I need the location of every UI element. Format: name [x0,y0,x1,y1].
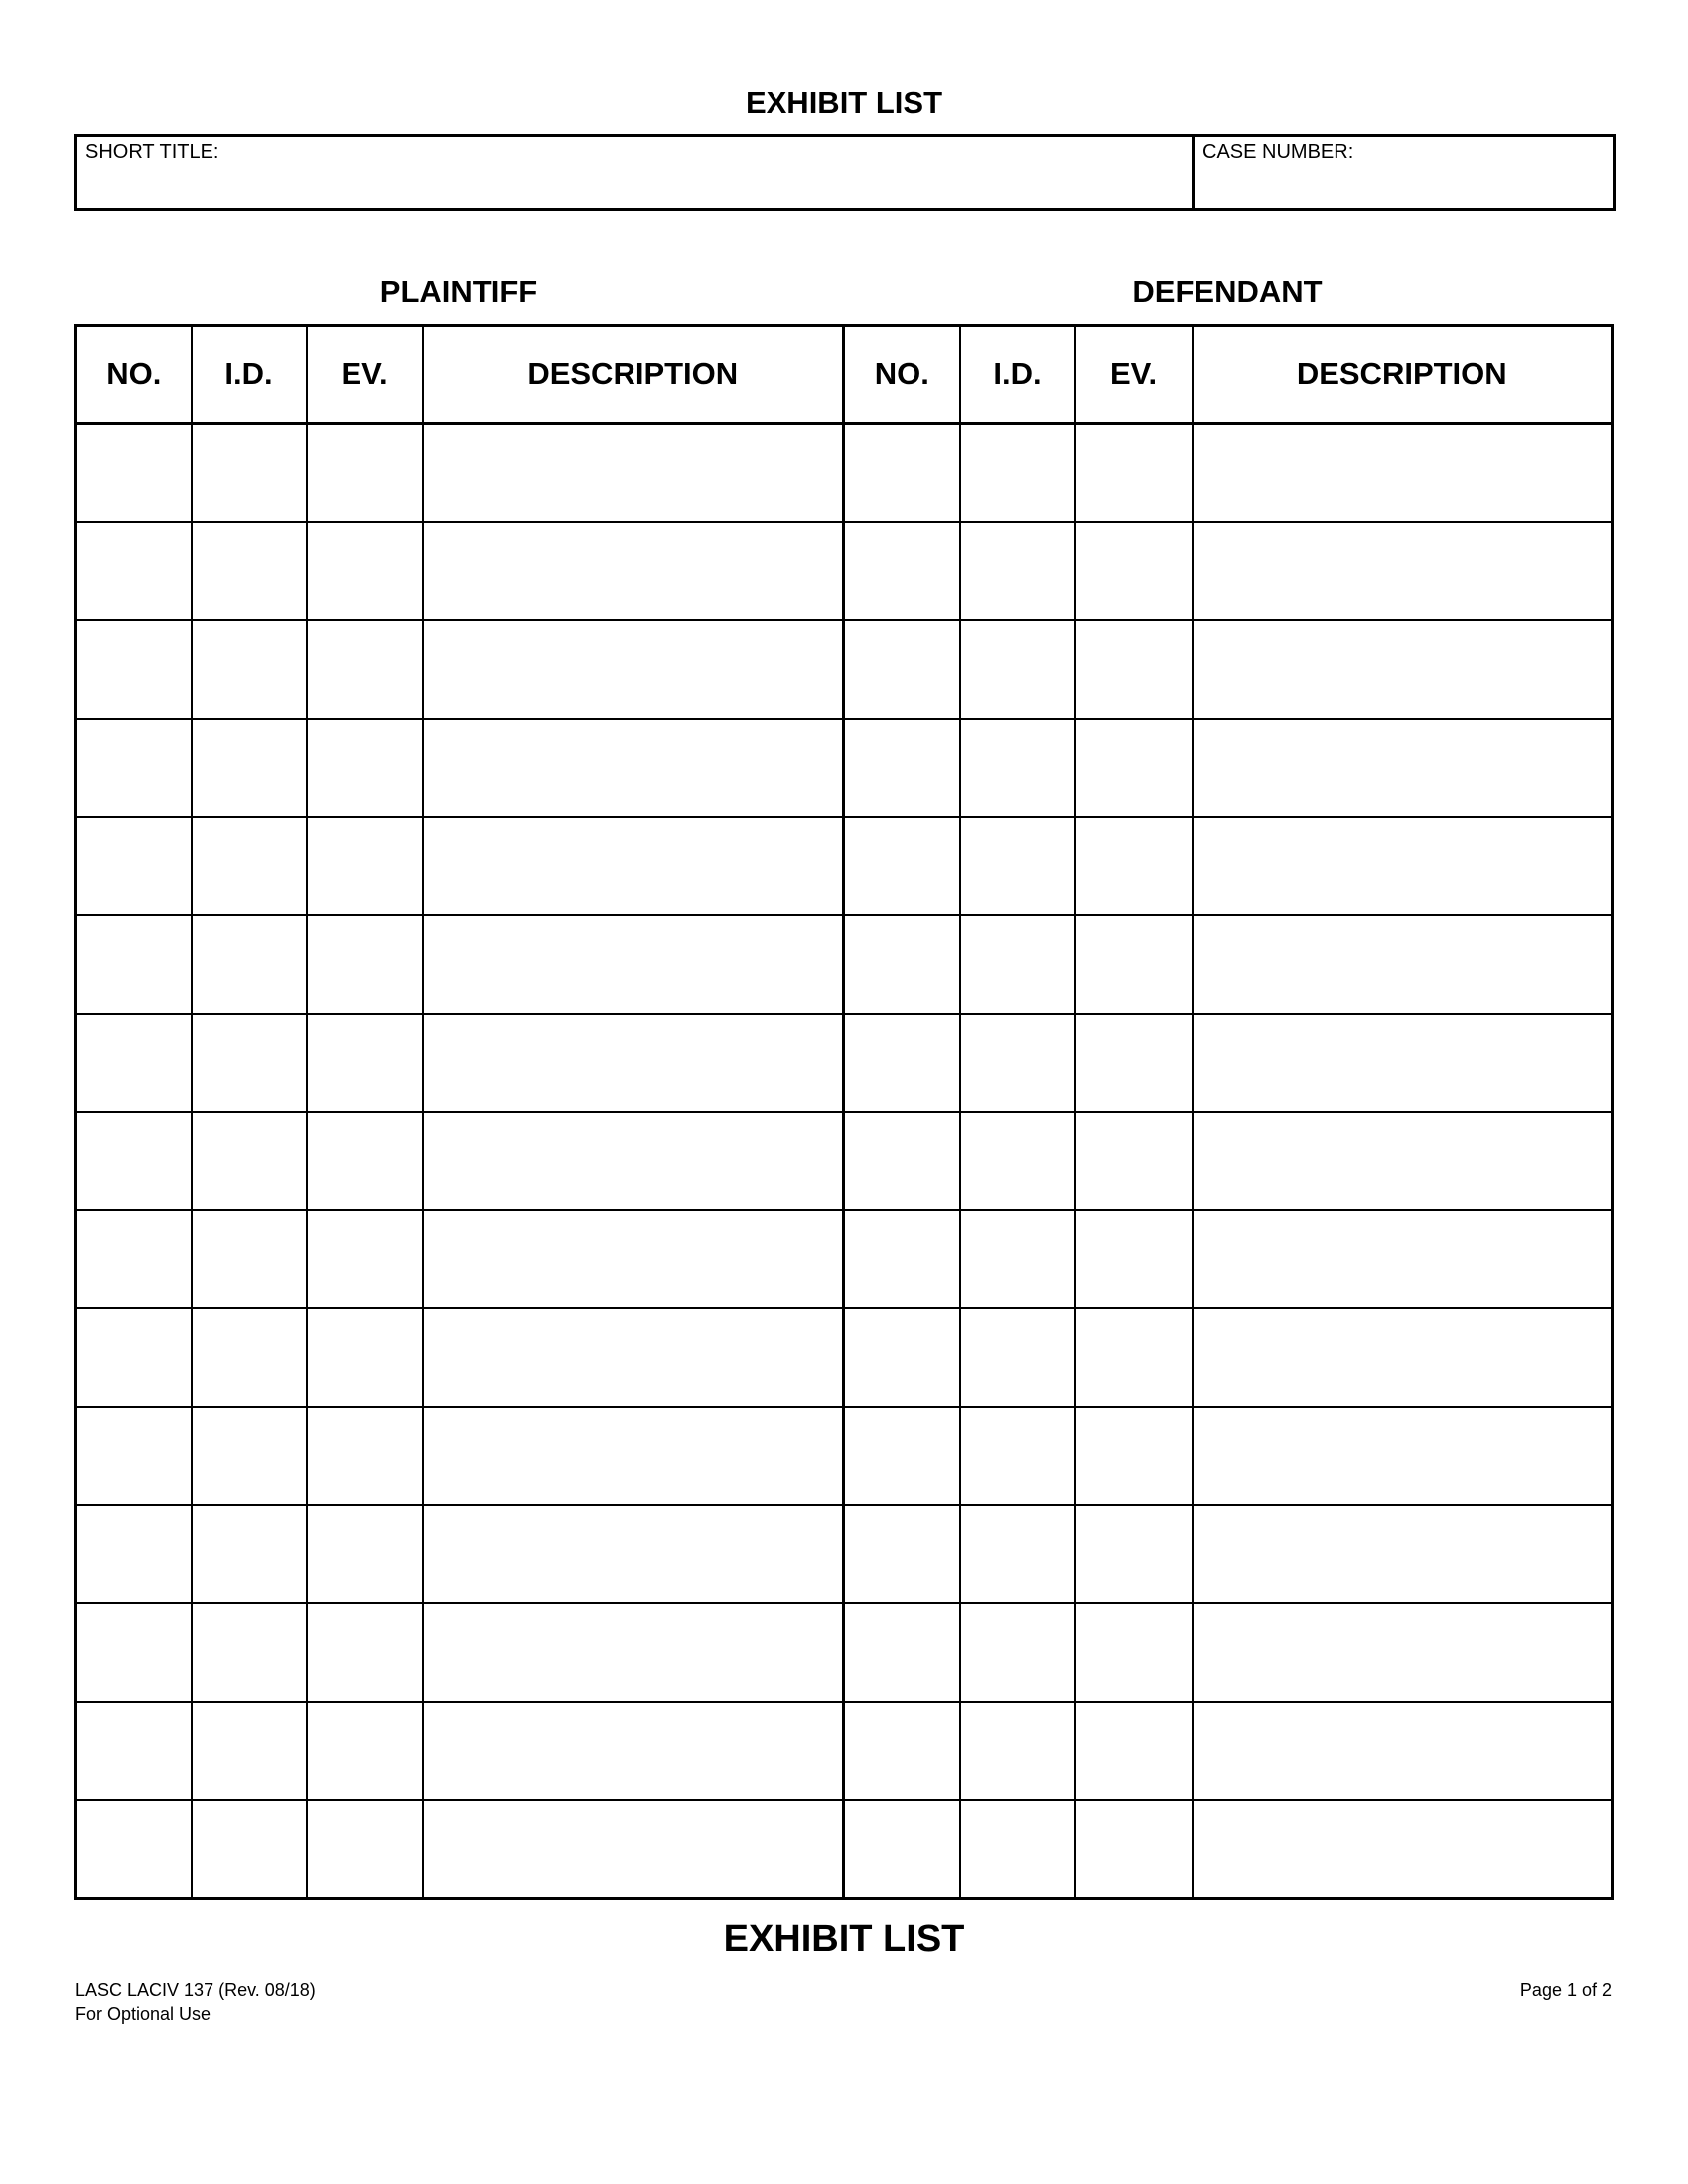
defendant-no-header: NO. [844,326,960,424]
plaintiff-description-cell[interactable] [423,1112,844,1210]
plaintiff-ev-cell[interactable] [307,1308,423,1407]
defendant-id-cell[interactable] [960,1308,1075,1407]
defendant-id-cell[interactable] [960,719,1075,817]
table-row [76,522,1613,620]
plaintiff-ev-cell[interactable] [307,1407,423,1505]
defendant-description-cell[interactable] [1193,1407,1613,1505]
plaintiff-id-cell[interactable] [192,1505,307,1603]
defendant-ev-cell[interactable] [1075,1308,1193,1407]
exhibit-rows [76,424,1613,1899]
defendant-description-cell[interactable] [1193,1800,1613,1899]
plaintiff-no-cell[interactable] [76,620,192,719]
bottom-title: EXHIBIT LIST [723,1918,965,1960]
defendant-ev-cell[interactable] [1075,1112,1193,1210]
defendant-description-cell[interactable] [1193,1308,1613,1407]
defendant-no-cell[interactable] [844,1702,960,1800]
defendant-ev-cell[interactable] [1075,915,1193,1014]
defendant-no-cell[interactable] [844,915,960,1014]
plaintiff-ev-cell[interactable] [307,817,423,915]
plaintiff-no-cell[interactable] [76,817,192,915]
plaintiff-no-cell[interactable] [76,1210,192,1308]
defendant-id-cell[interactable] [960,1505,1075,1603]
plaintiff-ev-header: EV. [307,326,423,424]
defendant-id-cell[interactable] [960,1112,1075,1210]
defendant-description-cell[interactable] [1193,915,1613,1014]
plaintiff-description-cell[interactable] [423,1505,844,1603]
plaintiff-no-cell[interactable] [76,915,192,1014]
table-header-row [76,326,1613,424]
defendant-description-header: DESCRIPTION [1193,326,1613,424]
defendant-no-cell[interactable] [844,424,960,523]
short-title-label: SHORT TITLE: [85,141,219,163]
defendant-id-cell[interactable] [960,522,1075,620]
plaintiff-ev-cell[interactable] [307,719,423,817]
plaintiff-description-cell[interactable] [423,424,844,523]
defendant-no-cell[interactable] [844,719,960,817]
table-row [76,1014,1613,1112]
form-info [75,1979,316,2026]
defendant-no-cell[interactable] [844,1210,960,1308]
plaintiff-description-cell[interactable] [423,620,844,719]
plaintiff-ev-cell[interactable] [307,424,423,523]
table-row [76,1702,1613,1800]
plaintiff-no-header: NO. [76,326,192,424]
defendant-id-header: I.D. [960,326,1075,424]
defendant-no-cell[interactable] [844,1407,960,1505]
defendant-ev-cell[interactable] [1075,1505,1193,1603]
defendant-description-cell[interactable] [1193,1210,1613,1308]
plaintiff-description-cell[interactable] [423,1407,844,1505]
defendant-ev-cell[interactable] [1075,817,1193,915]
defendant-id-cell[interactable] [960,1407,1075,1505]
form-usage: For Optional Use [75,2004,211,2024]
table-row [76,1505,1613,1603]
case-number-field[interactable] [1195,137,1613,208]
defendant-id-cell[interactable] [960,1800,1075,1899]
defendant-no-cell[interactable] [844,1014,960,1112]
plaintiff-description-cell[interactable] [423,1210,844,1308]
page-number: Page 1 of 2 [1519,1980,1612,2000]
plaintiff-no-cell[interactable] [76,1505,192,1603]
plaintiff-ev-cell[interactable] [307,522,423,620]
defendant-no-cell[interactable] [844,1112,960,1210]
table-row [76,1308,1613,1407]
plaintiff-ev-cell[interactable] [307,1603,423,1702]
plaintiff-no-cell[interactable] [76,424,192,523]
short-title-field[interactable] [77,137,1195,208]
defendant-id-cell[interactable] [960,1702,1075,1800]
table-row [76,1800,1613,1899]
plaintiff-id-cell[interactable] [192,817,307,915]
table-row [76,719,1613,817]
table-row [76,1210,1613,1308]
defendant-no-cell[interactable] [844,1603,960,1702]
defendant-ev-cell[interactable] [1075,424,1193,523]
plaintiff-id-cell[interactable] [192,1210,307,1308]
plaintiff-id-header: I.D. [192,326,307,424]
defendant-id-cell[interactable] [960,620,1075,719]
plaintiff-description-cell[interactable] [423,719,844,817]
table-row [76,1603,1613,1702]
plaintiff-id-cell[interactable] [192,1407,307,1505]
plaintiff-id-cell[interactable] [192,1112,307,1210]
defendant-description-cell[interactable] [1193,522,1613,620]
defendant-id-cell[interactable] [960,1603,1075,1702]
plaintiff-id-cell[interactable] [192,1702,307,1800]
plaintiff-no-cell[interactable] [76,522,192,620]
defendant-description-cell[interactable] [1193,817,1613,915]
plaintiff-id-cell[interactable] [192,915,307,1014]
table-row [76,1407,1613,1505]
plaintiff-no-cell[interactable] [76,1014,192,1112]
defendant-no-cell[interactable] [844,1800,960,1899]
plaintiff-no-cell[interactable] [76,1603,192,1702]
plaintiff-description-cell[interactable] [423,1308,844,1407]
defendant-description-cell[interactable] [1193,1505,1613,1603]
defendant-no-cell[interactable] [844,817,960,915]
plaintiff-id-cell[interactable] [192,522,307,620]
plaintiff-ev-cell[interactable] [307,620,423,719]
defendant-ev-cell[interactable] [1075,1603,1193,1702]
table-row [76,1112,1613,1210]
defendant-id-cell[interactable] [960,424,1075,523]
plaintiff-no-cell[interactable] [76,1112,192,1210]
defendant-no-cell[interactable] [844,620,960,719]
plaintiff-ev-cell[interactable] [307,1112,423,1210]
defendant-description-cell[interactable] [1193,1702,1613,1800]
defendant-no-cell[interactable] [844,522,960,620]
plaintiff-no-cell[interactable] [76,719,192,817]
plaintiff-id-cell[interactable] [192,1800,307,1899]
defendant-ev-cell[interactable] [1075,620,1193,719]
defendant-no-cell[interactable] [844,1308,960,1407]
plaintiff-no-cell[interactable] [76,1407,192,1505]
plaintiff-ev-cell[interactable] [307,1800,423,1899]
defendant-description-cell[interactable] [1193,719,1613,817]
defendant-description-cell[interactable] [1193,1014,1613,1112]
table-row [76,620,1613,719]
plaintiff-id-cell[interactable] [192,719,307,817]
plaintiff-description-cell[interactable] [423,1014,844,1112]
defendant-id-cell[interactable] [960,1210,1075,1308]
plaintiff-ev-cell[interactable] [307,1505,423,1603]
plaintiff-description-cell[interactable] [423,1603,844,1702]
plaintiff-id-cell[interactable] [192,1603,307,1702]
defendant-ev-cell[interactable] [1075,522,1193,620]
plaintiff-no-cell[interactable] [76,1800,192,1899]
defendant-description-cell[interactable] [1193,620,1613,719]
defendant-id-cell[interactable] [960,1014,1075,1112]
table-row [76,424,1613,523]
plaintiff-ev-cell[interactable] [307,915,423,1014]
plaintiff-id-cell[interactable] [192,424,307,523]
defendant-ev-cell[interactable] [1075,1407,1193,1505]
plaintiff-description-cell[interactable] [423,1702,844,1800]
defendant-ev-cell[interactable] [1075,1800,1193,1899]
plaintiff-id-cell[interactable] [192,620,307,719]
plaintiff-description-cell[interactable] [423,1800,844,1899]
plaintiff-ev-cell[interactable] [307,1014,423,1112]
exhibit-table [74,324,1614,1900]
defendant-ev-cell[interactable] [1075,1210,1193,1308]
plaintiff-id-cell[interactable] [192,1308,307,1407]
caption-box [74,134,1616,211]
plaintiff-heading: PLAINTIFF [379,274,538,309]
defendant-heading: DEFENDANT [1132,274,1323,309]
defendant-ev-cell[interactable] [1075,1014,1193,1112]
defendant-description-cell[interactable] [1193,424,1613,523]
plaintiff-description-cell[interactable] [423,522,844,620]
defendant-id-cell[interactable] [960,915,1075,1014]
plaintiff-no-cell[interactable] [76,1702,192,1800]
plaintiff-no-cell[interactable] [76,1308,192,1407]
plaintiff-ev-cell[interactable] [307,1210,423,1308]
defendant-ev-cell[interactable] [1075,719,1193,817]
defendant-no-cell[interactable] [844,1505,960,1603]
plaintiff-description-header: DESCRIPTION [423,326,844,424]
table-row [76,817,1613,915]
case-number-label: CASE NUMBER: [1202,141,1354,163]
defendant-ev-cell[interactable] [1075,1702,1193,1800]
plaintiff-id-cell[interactable] [192,1014,307,1112]
form-title: EXHIBIT LIST [745,85,943,120]
plaintiff-description-cell[interactable] [423,817,844,915]
defendant-id-cell[interactable] [960,817,1075,915]
form-id: LASC LACIV 137 (Rev. 08/18) [75,1980,316,2000]
defendant-description-cell[interactable] [1193,1112,1613,1210]
defendant-ev-header: EV. [1075,326,1193,424]
plaintiff-description-cell[interactable] [423,915,844,1014]
plaintiff-ev-cell[interactable] [307,1702,423,1800]
defendant-description-cell[interactable] [1193,1603,1613,1702]
table-row [76,915,1613,1014]
